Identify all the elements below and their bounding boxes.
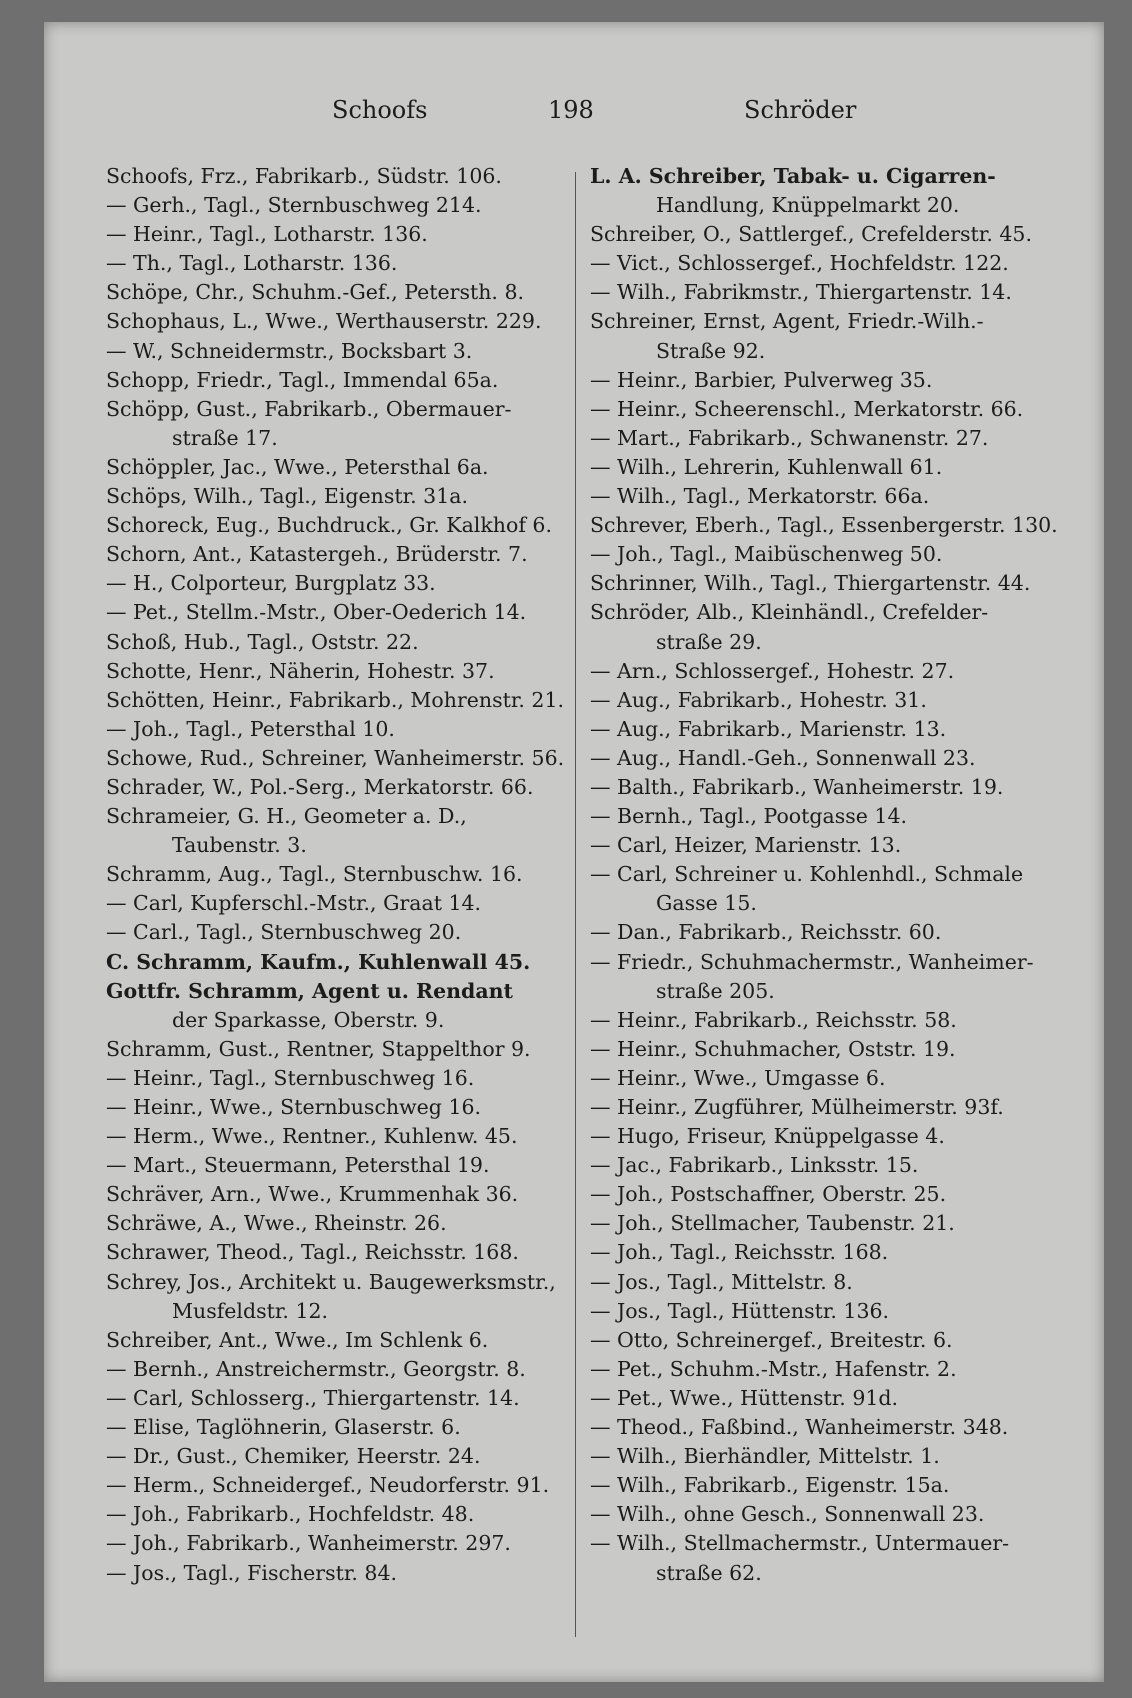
directory-entry: Schrinner, Wilh., Tagl., Thiergartenstr. 44. xyxy=(590,571,1031,596)
directory-entry: — Joh., Fabrikarb., Hochfeldstr. 48. xyxy=(106,1502,475,1527)
directory-page xyxy=(44,22,1104,1682)
directory-entry: — Heinr., Wwe., Sternbuschweg 16. xyxy=(106,1095,482,1119)
directory-entry: — Carl., Tagl., Sternbuschweg 20. xyxy=(106,920,462,945)
directory-entry-continuation: Handlung, Knüppelmarkt 20. xyxy=(656,193,960,218)
directory-entry: — Joh., Postschaffner, Oberstr. 25. xyxy=(590,1182,947,1207)
directory-entry: Schreiber, Ant., Wwe., Im Schlenk 6. xyxy=(106,1327,489,1352)
directory-entry: — Heinr., Zugführer, Mülheimerstr. 93f. xyxy=(590,1095,1004,1119)
header-right-keyword: Schröder xyxy=(744,96,857,124)
directory-entry: L. A. Schreiber, Tabak- u. Cigarren- xyxy=(590,164,996,188)
directory-entry: Schrever, Eberh., Tagl., Essenbergerstr. 130. xyxy=(590,513,1058,538)
directory-entry: — Herm., Wwe., Rentner., Kuhlenw. 45. xyxy=(106,1124,518,1149)
directory-entry: — H., Colporteur, Burgplatz 33. xyxy=(106,571,436,596)
directory-entry: Schrey, Jos., Architekt u. Baugewerksmstr., xyxy=(106,1269,556,1294)
directory-entry: — Heinr., Scheerenschl., Merkatorstr. 66. xyxy=(590,396,1024,421)
directory-entry: Schreiber, O., Sattlergef., Crefelderstr. 45. xyxy=(590,222,1032,247)
directory-entry: Schöpe, Chr., Schuhm.-Gef., Petersth. 8. xyxy=(106,280,524,305)
directory-entry: — Joh., Stellmacher, Taubenstr. 21. xyxy=(590,1211,955,1236)
directory-entry: Schopp, Friedr., Tagl., Immendal 65a. xyxy=(106,367,499,392)
directory-entry: — Joh., Tagl., Reichsstr. 168. xyxy=(590,1240,889,1265)
directory-entry: Gottfr. Schramm, Agent u. Rendant xyxy=(106,978,514,1003)
directory-entry-continuation: Taubenstr. 3. xyxy=(172,833,307,858)
directory-entry: — Joh., Tagl., Petersthal 10. xyxy=(106,716,395,741)
right-column xyxy=(590,162,1060,1588)
directory-entry: — Heinr., Wwe., Umgasse 6. xyxy=(590,1065,886,1090)
directory-entry: — Arn., Schlossergef., Hohestr. 27. xyxy=(590,658,955,683)
directory-entry: — Wilh., ohne Gesch., Sonnenwall 23. xyxy=(590,1502,985,1527)
directory-entry: — Jos., Tagl., Fischerstr. 84. xyxy=(106,1560,398,1585)
column-divider xyxy=(575,172,576,1637)
directory-entry: Schrader, W., Pol.-Serg., Merkatorstr. 66. xyxy=(106,774,534,799)
directory-entry: — Hugo, Friseur, Knüppelgasse 4. xyxy=(590,1124,945,1149)
directory-entry: — Aug., Fabrikarb., Marienstr. 13. xyxy=(590,716,947,741)
directory-entry: Schräver, Arn., Wwe., Krummenhak 36. xyxy=(106,1182,519,1207)
directory-entry: — Herm., Schneidergef., Neudorferstr. 91. xyxy=(106,1473,550,1498)
directory-entry: — Bernh., Tagl., Pootgasse 14. xyxy=(590,804,908,829)
directory-entry: Schrawer, Theod., Tagl., Reichsstr. 168. xyxy=(106,1240,519,1265)
directory-entry: — Vict., Schlossergef., Hochfeldstr. 122. xyxy=(590,251,1009,276)
directory-entry: Schowe, Rud., Schreiner, Wanheimerstr. 56. xyxy=(106,745,565,770)
directory-entry: Schötten, Heinr., Fabrikarb., Mohrenstr. 21. xyxy=(106,687,565,712)
directory-entry: — Aug., Fabrikarb., Hohestr. 31. xyxy=(590,687,927,712)
directory-entry: — Wilh., Tagl., Merkatorstr. 66a. xyxy=(590,484,930,509)
directory-entry: Schramm, Gust., Rentner, Stappelthor 9. xyxy=(106,1036,531,1061)
directory-entry-continuation: der Sparkasse, Oberstr. 9. xyxy=(172,1007,445,1032)
directory-entry: Schräwe, A., Wwe., Rheinstr. 26. xyxy=(106,1211,447,1236)
directory-entry: — Mart., Steuermann, Petersthal 19. xyxy=(106,1153,490,1178)
directory-entry: — Elise, Taglöhnerin, Glaserstr. 6. xyxy=(106,1415,461,1440)
directory-entry: — Th., Tagl., Lotharstr. 136. xyxy=(106,251,398,276)
directory-entry: — Jos., Tagl., Mittelstr. 8. xyxy=(590,1269,853,1294)
directory-entry: — Jos., Tagl., Hüttenstr. 136. xyxy=(590,1298,890,1323)
directory-entry: Schorn, Ant., Katastergeh., Brüderstr. 7. xyxy=(106,542,528,567)
directory-entry: — Gerh., Tagl., Sternbuschweg 214. xyxy=(106,193,482,218)
directory-entry: — Mart., Fabrikarb., Schwanenstr. 27. xyxy=(590,425,989,450)
directory-entry: — Otto, Schreinergef., Breitestr. 6. xyxy=(590,1327,953,1352)
directory-entry: Schröder, Alb., Kleinhändl., Crefelder- xyxy=(590,600,989,625)
directory-entry: — Heinr., Tagl., Sternbuschweg 16. xyxy=(106,1065,475,1090)
directory-entry: Schreiner, Ernst, Agent, Friedr.-Wilh.- xyxy=(590,309,984,334)
left-column xyxy=(106,162,574,1588)
directory-entry: — Aug., Handl.-Geh., Sonnenwall 23. xyxy=(590,745,976,770)
directory-entry: — Carl, Schlosserg., Thiergartenstr. 14. xyxy=(106,1385,520,1410)
directory-entry: — Theod., Faßbind., Wanheimerstr. 348. xyxy=(590,1415,1009,1440)
directory-entry-continuation: straße 62. xyxy=(656,1560,762,1585)
directory-entry: — Friedr., Schuhmachermstr., Wanheimer- xyxy=(590,949,1034,974)
directory-entry: Schoofs, Frz., Fabrikarb., Südstr. 106. xyxy=(106,164,502,188)
directory-entry: — Heinr., Fabrikarb., Reichsstr. 58. xyxy=(590,1007,957,1032)
directory-entry-continuation: straße 29. xyxy=(656,629,762,654)
header-left-keyword: Schoofs xyxy=(332,96,428,124)
directory-entry-continuation: Straße 92. xyxy=(656,338,766,363)
directory-entry: — Joh., Fabrikarb., Wanheimerstr. 297. xyxy=(106,1531,511,1556)
directory-entry: — Heinr., Schuhmacher, Oststr. 19. xyxy=(590,1036,956,1061)
directory-entry: — Carl, Schreiner u. Kohlenhdl., Schmale xyxy=(590,862,1024,887)
directory-entry: — Jac., Fabrikarb., Linksstr. 15. xyxy=(590,1153,919,1178)
directory-entry: — Wilh., Fabrikmstr., Thiergartenstr. 14. xyxy=(590,280,1012,305)
directory-entry: — Carl, Heizer, Marienstr. 13. xyxy=(590,833,902,858)
directory-entry-continuation: straße 205. xyxy=(656,978,775,1003)
directory-entry: — Wilh., Fabrikarb., Eigenstr. 15a. xyxy=(590,1473,950,1498)
directory-entry-continuation: Musfeldstr. 12. xyxy=(172,1298,329,1323)
directory-entry: Schoß, Hub., Tagl., Oststr. 22. xyxy=(106,629,419,654)
directory-entry: — Pet., Schuhm.-Mstr., Hafenstr. 2. xyxy=(590,1356,957,1381)
directory-entry-continuation: straße 17. xyxy=(172,425,278,450)
directory-entry: Schöps, Wilh., Tagl., Eigenstr. 31a. xyxy=(106,484,468,509)
directory-entry: — Balth., Fabrikarb., Wanheimerstr. 19. xyxy=(590,774,1004,799)
directory-entry: Schoreck, Eug., Buchdruck., Gr. Kalkhof 6. xyxy=(106,513,552,538)
directory-entry: — Wilh., Stellmachermstr., Untermauer- xyxy=(590,1531,1010,1556)
directory-entry: — Joh., Tagl., Maibüschenweg 50. xyxy=(590,542,943,567)
directory-entry: — Wilh., Lehrerin, Kuhlenwall 61. xyxy=(590,454,943,479)
directory-entry: Schotte, Henr., Näherin, Hohestr. 37. xyxy=(106,658,495,683)
directory-entry: — Dan., Fabrikarb., Reichsstr. 60. xyxy=(590,920,942,945)
directory-entry: — Pet., Stellm.-Mstr., Ober-Oederich 14. xyxy=(106,600,527,625)
directory-entry: Schophaus, L., Wwe., Werthauserstr. 229. xyxy=(106,309,542,334)
page-number: 198 xyxy=(548,96,594,124)
directory-entry: Schrameier, G. H., Geometer a. D., xyxy=(106,804,467,829)
directory-entry: Schöppler, Jac., Wwe., Petersthal 6a. xyxy=(106,454,489,479)
directory-entry: — Wilh., Bierhändler, Mittelstr. 1. xyxy=(590,1444,940,1469)
directory-entry: C. Schramm, Kaufm., Kuhlenwall 45. xyxy=(106,949,531,974)
directory-entry-continuation: Gasse 15. xyxy=(656,891,757,916)
directory-entry: Schramm, Aug., Tagl., Sternbuschw. 16. xyxy=(106,862,523,887)
directory-entry: — Bernh., Anstreichermstr., Georgstr. 8. xyxy=(106,1356,526,1381)
directory-entry: — W., Schneidermstr., Bocksbart 3. xyxy=(106,338,473,363)
directory-entry: — Heinr., Barbier, Pulverweg 35. xyxy=(590,367,933,392)
page-header xyxy=(44,96,1104,136)
directory-entry: Schöpp, Gust., Fabrikarb., Obermauer- xyxy=(106,396,512,421)
directory-entry: — Carl, Kupferschl.-Mstr., Graat 14. xyxy=(106,891,482,916)
directory-entry: — Dr., Gust., Chemiker, Heerstr. 24. xyxy=(106,1444,481,1469)
directory-entry: — Heinr., Tagl., Lotharstr. 136. xyxy=(106,222,428,247)
directory-entry: — Pet., Wwe., Hüttenstr. 91d. xyxy=(590,1385,899,1410)
